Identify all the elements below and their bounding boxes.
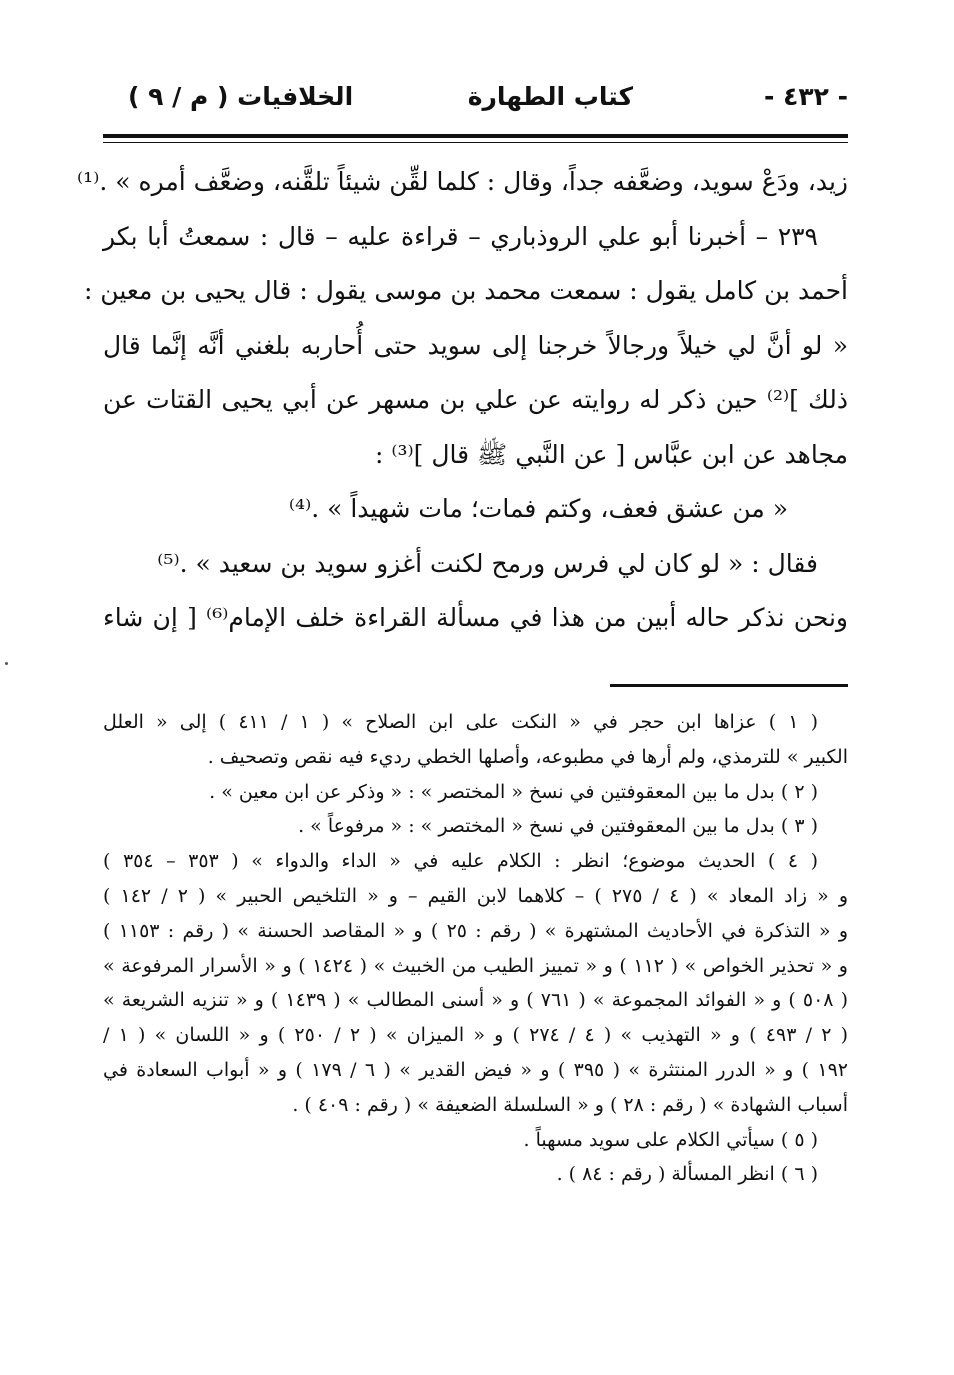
footnote-separator [610, 684, 848, 687]
text-line: « لو أنَّ لي خيلاً ورجالاً خرجنا إلى سويد حتى أُحاربه بلغني أنَّه إنَّما قال [103, 330, 848, 360]
footnote-line: ( ٢ / ٤٩٣ ) و « التهذيب » ( ٤ / ٢٧٤ ) و « الميزان » ( ٢ / ٢٥٠ ) و « اللسان » ( ١ / [103, 1024, 849, 1047]
text-line: فقال : « لو كان لي فرس ورمح لكنت أغزو سويد بن سعيد » .⁽⁵⁾ [157, 548, 818, 578]
footnote-line: ( ١ ) عزاها ابن حجر في « النكت على ابن الصلاح » ( ١ / ٤١١ ) إلى « العلل [103, 711, 819, 733]
text-line: زيد، ودَعْ سويد، وضعَّفه جداً، وقال : كلما لقِّن شيئاً تلقَّنه، وضعَّف أمره » .⁽¹⁾ [77, 167, 848, 196]
footnote-line: ( ٣ ) بدل ما بين المعقوفتين في نسخ « المختصر » : « مرفوعاً » . [298, 815, 818, 838]
text-line: ونحن نذكر حاله أبين من هذا في مسألة القراءة خلف الإمام⁽⁶⁾ [ إن شاء [103, 603, 848, 632]
header-rule-thick [103, 134, 848, 138]
main-text [77, 155, 848, 646]
text-line: مجاهد عن ابن عبَّاس [ عن النَّبي ﷺ قال ]⁽³⁾ : [374, 439, 848, 469]
footnote-line: أسباب الشهادة » ( رقم : ٢٨ ) و « السلسلة الضعيفة » ( رقم : ٤٠٩ ) . [292, 1093, 848, 1116]
footnote-line: و « تحذير الخواص » ( ١١٢ ) و « تمييز الطيب من الخبيث » ( ١٤٢٤ ) و « الأسرار المرفوعة » [103, 954, 848, 977]
scan-speck [5, 662, 8, 665]
page-number: - ٤٣٢ - [764, 82, 848, 111]
footnote-line: ( ٤ ) الحديث موضوع؛ انظر : الكلام عليه في « الداء والدواء » ( ٣٥٣ – ٣٥٤ ) [103, 850, 818, 873]
text-line: ذلك ]⁽²⁾ حين ذكر له روايته عن علي بن مسهر عن أبي يحيى القتات عن [103, 385, 848, 414]
running-header [128, 82, 848, 126]
footnote-line: ( ٥ ) سيأتي الكلام على سويد مسهباً . [523, 1128, 818, 1151]
footnote-line: ( ٦ ) انظر المسألة ( رقم : ٨٤ ) . [556, 1163, 818, 1186]
text-line: أحمد بن كامل يقول : سمعت محمد بن موسى يقول : قال يحيى بن معين : [83, 276, 848, 305]
chapter-title: الخلافيات ( م / ٩ ) [128, 82, 354, 111]
footnote-line: و « زاد المعاد » ( ٤ / ٢٧٥ ) – كلاهما لابن القيم – و « التلخيص الحبير » ( ٢ / ١٤٢ ) [103, 884, 849, 907]
footnote-line: ١٩٢ ) و « الدرر المنتثرة » ( ٣٩٥ ) و « فيض القدير » ( ٦ / ١٧٩ ) و « أبواب السعادة في [103, 1058, 848, 1081]
footnotes [103, 705, 848, 1192]
header-rule-thin [103, 142, 848, 143]
footnote-line: ( ٥٠٨ ) و « الفوائد المجموعة » ( ٧٦١ ) و « أسنى المطالب » ( ١٤٣٩ ) و « تنزيه الشريعة » [103, 989, 849, 1012]
footnote-line: الكبير » للترمذي، ولم أرها في مطبوعه، وأصلها الخطي رديء فيه نقص وتصحيف . [207, 745, 848, 768]
book-title: كتاب الطهارة [467, 82, 633, 111]
text-line: « من عشق فعف، وكتم فمات؛ مات شهيداً » .⁽⁴⁾ [288, 494, 788, 523]
text-line: ٢٣٩ – أخبرنا أبو علي الروذباري – قراءة عليه – قال : سمعتُ أبا بكر [103, 221, 818, 251]
footnote-line: و « التذكرة في الأحاديث المشتهرة » ( رقم : ٢٥ ) و « المقاصد الحسنة » ( رقم : ١١٥٣ ) [103, 919, 849, 942]
footnote-line: ( ٢ ) بدل ما بين المعقوفتين في نسخ « المختصر » : « وذكر عن ابن معين » . [209, 780, 818, 803]
